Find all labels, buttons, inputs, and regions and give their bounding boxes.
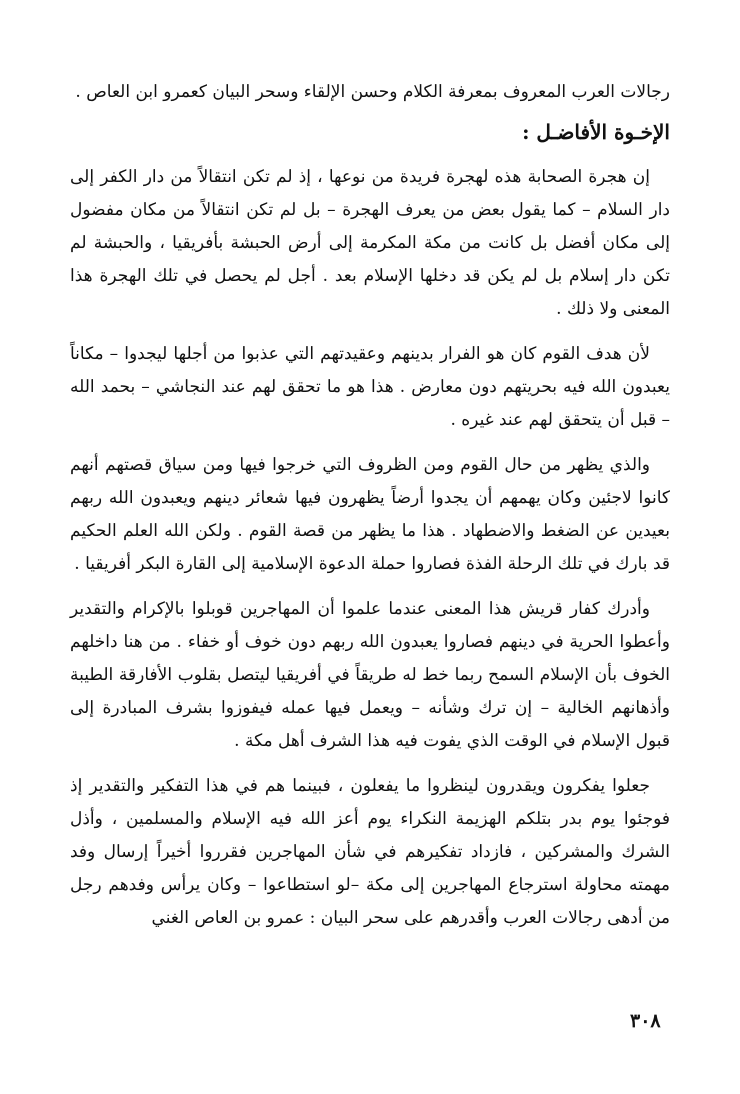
paragraph-4: وأدرك كفار قريش هذا المعنى عندما علموا أن المهاجرين قوبلوا بالإكرام والتقدير وأعطوا الحرية في دينهم فصاروا يعبدون الله ربهم دون خوف أو خفاء . من هنا داخلهم الخوف بأن الإسلام السمح ربما خط له طريقاً في أفريقيا ليتصل بقلوب الأفارقة الطيبة وأذهانهم الخالية – إن ترك وشأنه – ويعمل فيها عمله فيفوزوا بشرف المبادرة إلى قبول الإسلام في الوقت الذي يفوت فيه هذا الشرف أهل مكة . (70, 599, 670, 751)
paragraph-5: جعلوا يفكرون ويقدرون لينظروا ما يفعلون ، فبينما هم في هذا التفكير والتقدير إذ فوجئوا يوم بدر بتلكم الهزيمة النكراء يوم أعز الله فيه الإسلام والمسلمين ، وأذل الشرك والمشركين ، فازداد تفكيرهم في شأن المهاجرين فقرروا أخيراً إرسال وفد مهمته محاولة استرجاع المهاجرين إلى مكة –لو استطاعوا – وكان يرأس وفدهم رجل من أدهى رجالات العرب وأقدرهم على سحر البيان : عمرو بن العاص الغني (70, 776, 670, 928)
paragraph-1: إن هجرة الصحابة هذه لهجرة فريدة من نوعها ، إذ لم تكن انتقالاً من دار الكفر إلى دار السلام – كما يقول بعض من يعرف الهجرة – بل لم تكن انتقالاً من مكان مفضول إلى مكان أفضل بل كانت من مكة المكرمة إلى أرض الحبشة بأفريقيا ، والحبشة لم تكن دار إسلام بل لم يكن قد دخلها الإسلام بعد . أجل لم يحصل في تلك الهجرة هذا المعنى ولا ذلك . (70, 167, 670, 319)
paragraph-2: لأن هدف القوم كان هو الفرار بدينهم وعقيدتهم التي عذبوا من أجلها ليجدوا – مكاناً يعبدون الله فيه بحريتهم دون معارض . هذا هو ما تحقق لهم عند النجاشي – بحمد الله – قبل أن يتحقق لهم عند غيره . (70, 344, 670, 430)
page-body (70, 76, 670, 935)
page-number: ٣٠٨ (630, 1010, 661, 1032)
section-heading: الإخـوة الأفاضـل : (522, 120, 670, 144)
intro-continuation: رجالات العرب المعروف بمعرفة الكلام وحسن الإلقاء وسحر البيان كعمرو ابن العاص . (75, 82, 670, 102)
paragraph-3: والذي يظهر من حال القوم ومن الظروف التي خرجوا فيها ومن سياق قصتهم أنهم كانوا لاجئين وكان يهمهم أن يجدوا أرضاً يظهرون فيها شعائر دينهم ويعبدون الله ربهم بعيدين عن الضغط والاضطهاد . هذا ما يظهر من قصة القوم . ولكن الله العلم الحكيم قد بارك في تلك الرحلة الفذة فصاروا حملة الدعوة الإسلامية إلى القارة البكر أفريقيا . (70, 455, 670, 574)
